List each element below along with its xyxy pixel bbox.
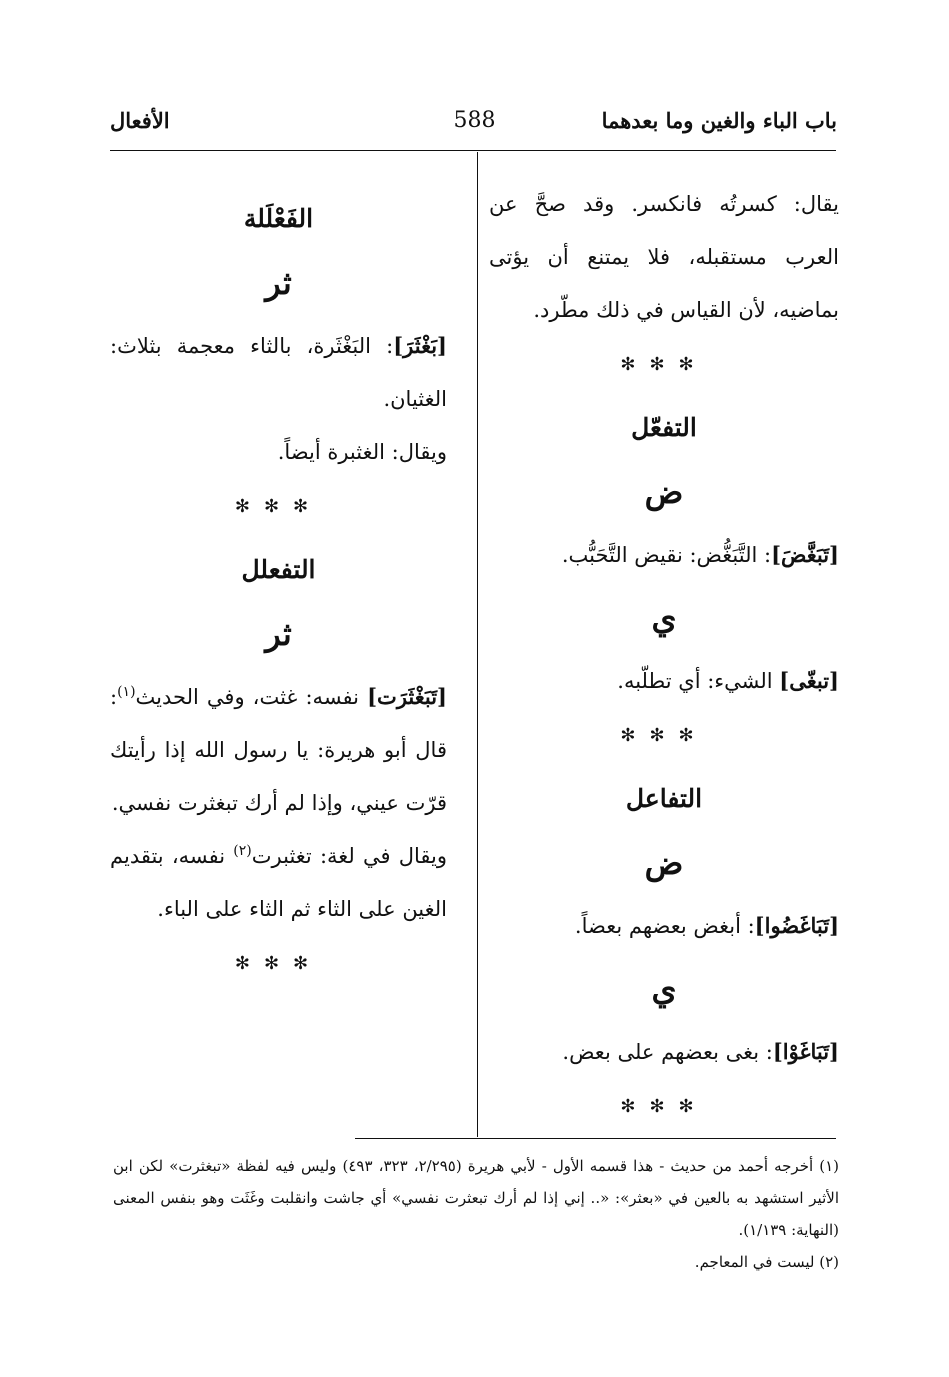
page-number: 588 (453, 108, 496, 133)
section-heading: الفَعْلَلة (243, 204, 314, 233)
paragraph: ويقال: الغثبرة أيضاً. (277, 440, 447, 464)
root-heading: ض (644, 473, 684, 511)
right-column (489, 178, 839, 1135)
column-divider (477, 152, 478, 1137)
star-glyph: ✻ (293, 496, 323, 517)
star-glyph: ✻ (620, 354, 650, 375)
entry-text: : البَغْثَرة، بالثاء معجمة بثلاث: الغثيان. (110, 334, 447, 411)
star-glyph: ✻ (649, 1096, 679, 1117)
footnote-ref: (١) (117, 684, 136, 700)
entry-headword: [تَبَغَّضَ] (771, 542, 839, 567)
star-glyph: ✻ (678, 725, 708, 746)
footnote: (٢) ليست في المعاجم. (694, 1253, 839, 1271)
entry (489, 654, 839, 708)
paragraph-text: ويقال في لغة: تغثبرت (251, 844, 447, 868)
star-glyph: ✻ (234, 953, 264, 974)
chapter-title: باب الباء والغين وما بعدهما (601, 108, 837, 133)
entry (489, 1025, 839, 1079)
entry-text: : أبغض بعضهم بعضاً. (574, 914, 755, 938)
section-separator (489, 708, 839, 764)
section-heading: التفعّل (631, 413, 697, 442)
root-heading: ثر (265, 615, 292, 653)
footnote-rule (355, 1138, 836, 1139)
entry (110, 670, 447, 830)
section-separator (110, 479, 447, 535)
star-glyph: ✻ (263, 953, 294, 974)
footnote-ref: (٢) (233, 843, 252, 859)
star-glyph: ✻ (678, 1096, 708, 1117)
entry (489, 899, 839, 953)
entry-text: : التَّبَغُّض: نقيض التَّحَبُّب. (561, 543, 772, 567)
root-heading: ي (651, 599, 677, 637)
star-glyph: ✻ (234, 496, 264, 517)
section-title: الأفعال (110, 108, 170, 133)
entry (110, 319, 447, 426)
entry-text: نفسه: غثت، وفي الحديث (135, 685, 368, 709)
entry-headword: [تَبَاغَوْا] (772, 1039, 839, 1064)
entry-text: : بغى بعضهم على بعض. (562, 1040, 773, 1064)
star-glyph: ✻ (293, 953, 323, 974)
entry (489, 528, 839, 582)
entry-headword: [بَغْثَرَ] (393, 333, 447, 358)
root-heading: ي (651, 970, 677, 1008)
star-glyph: ✻ (263, 496, 294, 517)
entry-text: : قال أبو هريرة: يا رسول الله إذا رأيتك قرّت عيني، وإذا لم أرك تبغثرت نفسي. (110, 685, 447, 815)
star-glyph: ✻ (620, 725, 650, 746)
paragraph: يقال: كسرتُه فانكسر. وقد صحَّ عن العرب مستقبله، فلا يمتنع أن يؤتى بماضيه، لأن القياس في ذلك مطّرد. (489, 192, 839, 322)
paragraph (110, 830, 447, 936)
star-glyph: ✻ (649, 354, 679, 375)
root-heading: ثر (265, 264, 292, 302)
footnotes (113, 1150, 839, 1278)
star-glyph: ✻ (620, 1096, 650, 1117)
star-glyph: ✻ (678, 354, 708, 375)
entry-headword: [تبغّى] (779, 668, 839, 693)
root-heading: ض (644, 844, 684, 882)
star-glyph: ✻ (649, 725, 679, 746)
section-separator (489, 1079, 839, 1135)
section-separator (110, 936, 447, 992)
entry-headword: [تَبَغْثَرَت] (367, 684, 447, 709)
section-heading: التفاعل (625, 784, 703, 813)
footnote: (١) أخرجه أحمد من حديث - هذا قسمه الأول - لأبي هريرة (٢/٢٩٥، ٣٢٣، ٤٩٣) وليس فيه لفظة «تبغثرت» لكن ابن الأثير استشهد به بالعين في «بعثر»: «.. إني إذا لم أرك تبعثرت نفسي» أي جاشت وانقلبت وغَثَت وهو بنفس المعنى (النهاية: ١/١٣٩). (113, 1157, 840, 1239)
left-column (110, 178, 447, 992)
entry-text: الشيء: أي تطلّبه. (617, 669, 780, 693)
paragraph-text: نفسه، بتقديم الغين على الثاء ثم الثاء على الباء. (110, 844, 447, 921)
section-heading: التفعلل (241, 555, 316, 584)
header-rule (110, 150, 836, 151)
entry-headword: [تَبَاغَضُوا] (754, 913, 839, 938)
section-separator (489, 337, 839, 393)
